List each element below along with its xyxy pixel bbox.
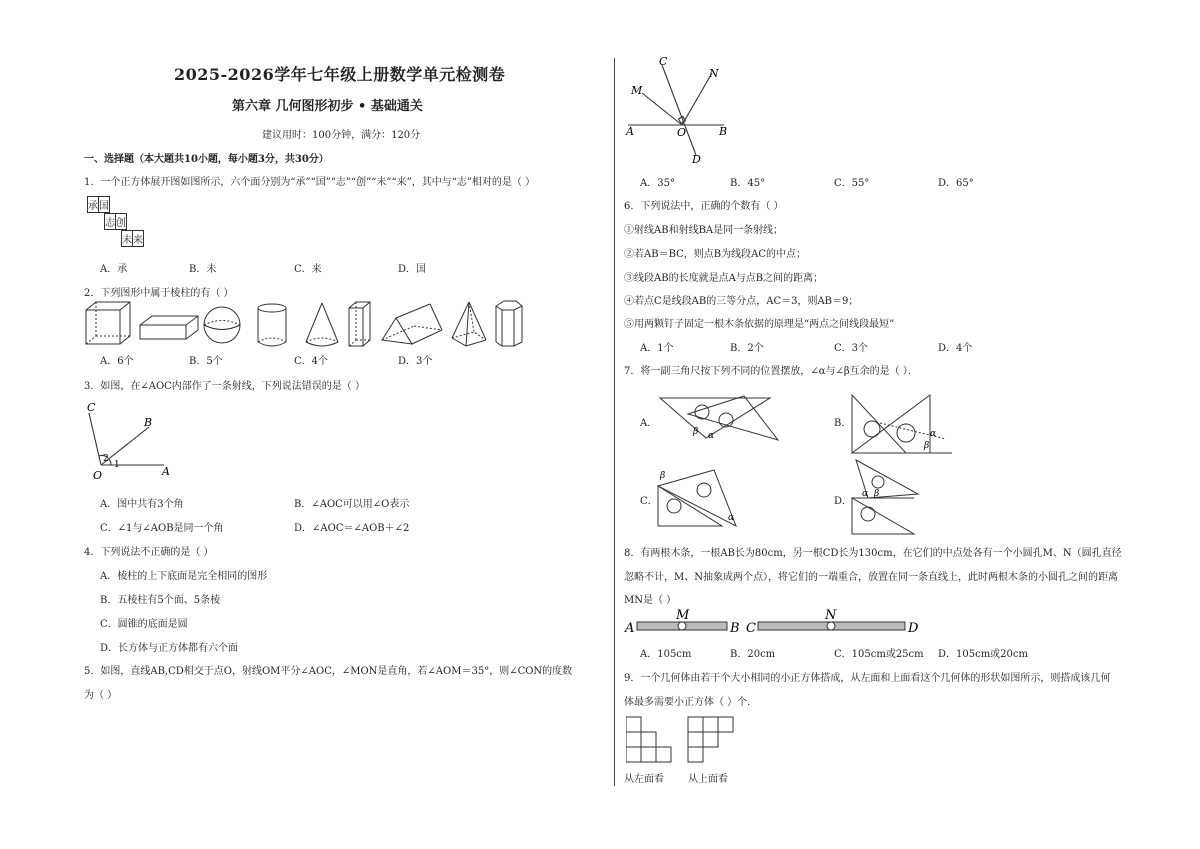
q5-option-b[interactable]: B．45° xyxy=(730,178,766,189)
q1-option-c[interactable]: C．来 xyxy=(294,264,322,275)
time-score-note: 建议用时：100分钟，满分：120分 xyxy=(262,130,421,141)
label-d: D xyxy=(908,621,919,636)
label-angle-1: 1 xyxy=(114,460,120,470)
q9-stem-line1: 9．一个几何体由若干个大小相同的小正方体搭成，从左面和上面看这个几何体的形状如图所示，则搭成该几何 xyxy=(624,673,1111,684)
q3-option-b[interactable]: B．∠AOC可以用∠O表示 xyxy=(294,499,410,510)
label-c: C xyxy=(746,621,756,636)
beta-label: β xyxy=(693,427,699,437)
cylinder-solid xyxy=(258,304,286,346)
q6-option-c[interactable]: C．3个 xyxy=(834,343,869,354)
q3-option-a[interactable]: A．图中共有3个角 xyxy=(100,499,184,510)
q7-figure-d xyxy=(850,458,922,536)
alpha-label: α xyxy=(708,431,715,441)
net-face: 国 xyxy=(99,197,110,213)
label-n: N xyxy=(709,67,719,80)
q3-option-c[interactable]: C．∠1与∠AOB是同一个角 xyxy=(100,523,224,534)
label-c: C xyxy=(659,55,668,68)
net-face: 来 xyxy=(133,231,144,247)
q6-statement: ①射线AB和射线BA是同一条射线； xyxy=(624,225,784,236)
q8-option-c[interactable]: C．105cm或25cm xyxy=(834,649,924,660)
q8-option-a[interactable]: A．105cm xyxy=(640,649,692,660)
q7-figure-c xyxy=(656,468,738,528)
q7-stem: 7．将一副三角尺按下列不同的位置摆放，∠α与∠β互余的是（ ）． xyxy=(624,366,918,377)
q7-figure-b xyxy=(850,393,954,455)
q6-statement: ②若AB＝BC，则点B为线段AC的中点； xyxy=(624,249,806,260)
q3-angle-figure xyxy=(84,395,184,485)
q6-statement: ⑤用两颗钉子固定一根木条依据的原理是“两点之间线段最短” xyxy=(624,319,895,330)
net-face: 志 xyxy=(105,214,116,230)
q9-caption-left-view: 从左面看 xyxy=(624,774,664,785)
label-a: A xyxy=(625,621,635,636)
q5-stem-line2: 为（ ） xyxy=(84,690,118,701)
top-view-grid xyxy=(688,717,733,762)
beta-label: β xyxy=(924,441,930,451)
q9-views-figure xyxy=(626,716,756,768)
sphere-solid xyxy=(204,307,240,343)
triangular-prism-solid xyxy=(382,304,442,344)
alpha-label: α xyxy=(728,513,735,523)
label-angle-2: 2 xyxy=(103,454,109,464)
q8-option-d[interactable]: D．105cm或20cm xyxy=(938,649,1028,660)
q5-intersecting-lines-figure xyxy=(624,55,734,165)
q2-option-b[interactable]: B．5个 xyxy=(189,356,223,367)
q1-stem: 1．一个正方体展开图如图所示，六个面分别为“承”“国”“志”“创”“未”“来”，其中与“志”相对的是（ ） xyxy=(84,177,536,188)
net-face: 创 xyxy=(116,214,127,230)
q4-option-a[interactable]: A．棱柱的上下底面是完全相同的图形 xyxy=(100,571,268,582)
q1-option-a[interactable]: A．承 xyxy=(100,264,128,275)
q7-option-c[interactable]: C． xyxy=(640,496,658,507)
q6-statement: ④若点C是线段AB的三等分点，AC＝3，则AB＝9； xyxy=(624,296,859,307)
q1-option-d[interactable]: D．国 xyxy=(398,264,427,275)
cuboid-solid xyxy=(140,316,198,339)
label-a: A xyxy=(162,465,170,478)
q7-option-b[interactable]: B． xyxy=(834,418,852,429)
right-column xyxy=(624,0,1169,849)
q6-statement: ③线段AB的长度就是点A与点B之间的距离； xyxy=(624,273,824,284)
left-view-grid xyxy=(626,717,671,762)
cube-solid xyxy=(86,302,130,344)
label-c: C xyxy=(87,401,96,414)
q8-option-b[interactable]: B．20cm xyxy=(730,649,776,660)
alpha-label: α xyxy=(862,489,869,499)
label-a: A xyxy=(626,125,634,138)
q4-option-c[interactable]: C．圆锥的底面是圆 xyxy=(100,619,188,630)
label-b: B xyxy=(719,125,728,138)
net-face: 承 xyxy=(88,197,99,213)
exam-subtitle: 第六章 几何图形初步 • 基础通关 xyxy=(232,99,423,114)
label-o: O xyxy=(93,469,103,482)
q5-option-d[interactable]: D．65° xyxy=(938,178,974,189)
q8-stem-line3: MN是（ ） xyxy=(624,595,677,606)
q7-figure-a xyxy=(658,392,786,444)
q6-option-b[interactable]: B．2个 xyxy=(730,343,764,354)
q5-stem-line1: 5．如图，直线AB,CD相交于点O，射线OM平分∠AOC，∠MON是直角，若∠AOM＝35°，则∠CON的度数 xyxy=(84,666,573,677)
alpha-label: α xyxy=(930,429,937,439)
q8-sticks-figure xyxy=(624,607,924,637)
beta-label: β xyxy=(660,471,666,481)
q2-option-d[interactable]: D．3个 xyxy=(398,356,433,367)
label-b: B xyxy=(730,621,740,636)
q6-option-d[interactable]: D．4个 xyxy=(938,343,973,354)
q7-option-d[interactable]: D． xyxy=(834,496,853,507)
q2-stem: 2．下列图形中属于棱柱的有（ ） xyxy=(84,288,234,299)
label-o: O xyxy=(677,126,687,139)
q1-option-b[interactable]: B．未 xyxy=(189,264,217,275)
q3-stem: 3．如图，在∠AOC内部作了一条射线，下列说法错误的是（ ） xyxy=(84,381,365,392)
q5-option-c[interactable]: C．55° xyxy=(834,178,870,189)
q5-option-a[interactable]: A．35° xyxy=(640,178,675,189)
q8-stem-line2: 忽略不计，M、N抽象成两个点），将它们的一端重合，放置在同一条直线上，此时两根木条的小圆孔之间的距离 xyxy=(624,572,1118,583)
q3-option-d[interactable]: D．∠AOC＝∠AOB＋∠2 xyxy=(294,523,410,534)
cone-solid xyxy=(306,303,338,346)
pyramid-solid xyxy=(452,302,486,346)
q6-option-a[interactable]: A．1个 xyxy=(640,343,674,354)
label-n: N xyxy=(825,608,837,623)
label-b: B xyxy=(144,416,153,429)
q9-stem-line2: 体最多需要小正方体（ ）个． xyxy=(624,697,758,708)
left-column xyxy=(84,0,609,849)
q4-option-d[interactable]: D．长方体与正方体都有六个面 xyxy=(100,643,239,654)
label-m: M xyxy=(676,608,690,623)
beta-label: β xyxy=(874,489,880,499)
q9-caption-top-view: 从上面看 xyxy=(688,774,728,785)
q4-stem: 4．下列说法不正确的是（ ） xyxy=(84,547,214,558)
q2-option-a[interactable]: A．6个 xyxy=(100,356,134,367)
tall-prism-solid xyxy=(349,302,370,346)
column-divider xyxy=(614,58,615,786)
exam-title: 2025-2026学年七年级上册数学单元检测卷 xyxy=(174,65,506,84)
q8-stem-line1: 8．有两根木条，一根AB长为80cm，另一根CD长为130cm，在它们的中点处各有一个小圆孔M、N（圆孔直径 xyxy=(624,548,1122,559)
q4-option-b[interactable]: B．五棱柱有5个面、5条棱 xyxy=(100,595,221,606)
q2-option-c[interactable]: C．4个 xyxy=(294,356,329,367)
q2-solids-figure xyxy=(84,300,524,350)
q6-stem: 6．下列说法中，正确的个数有（ ） xyxy=(624,201,784,212)
label-m: M xyxy=(631,84,643,97)
hexagonal-prism-solid xyxy=(496,301,522,346)
q7-option-a[interactable]: A． xyxy=(640,418,658,429)
net-face: 未 xyxy=(122,231,133,247)
section-heading: 一、选择题（本大题共10小题，每小题3分，共30分） xyxy=(84,154,329,165)
label-d: D xyxy=(692,153,701,165)
